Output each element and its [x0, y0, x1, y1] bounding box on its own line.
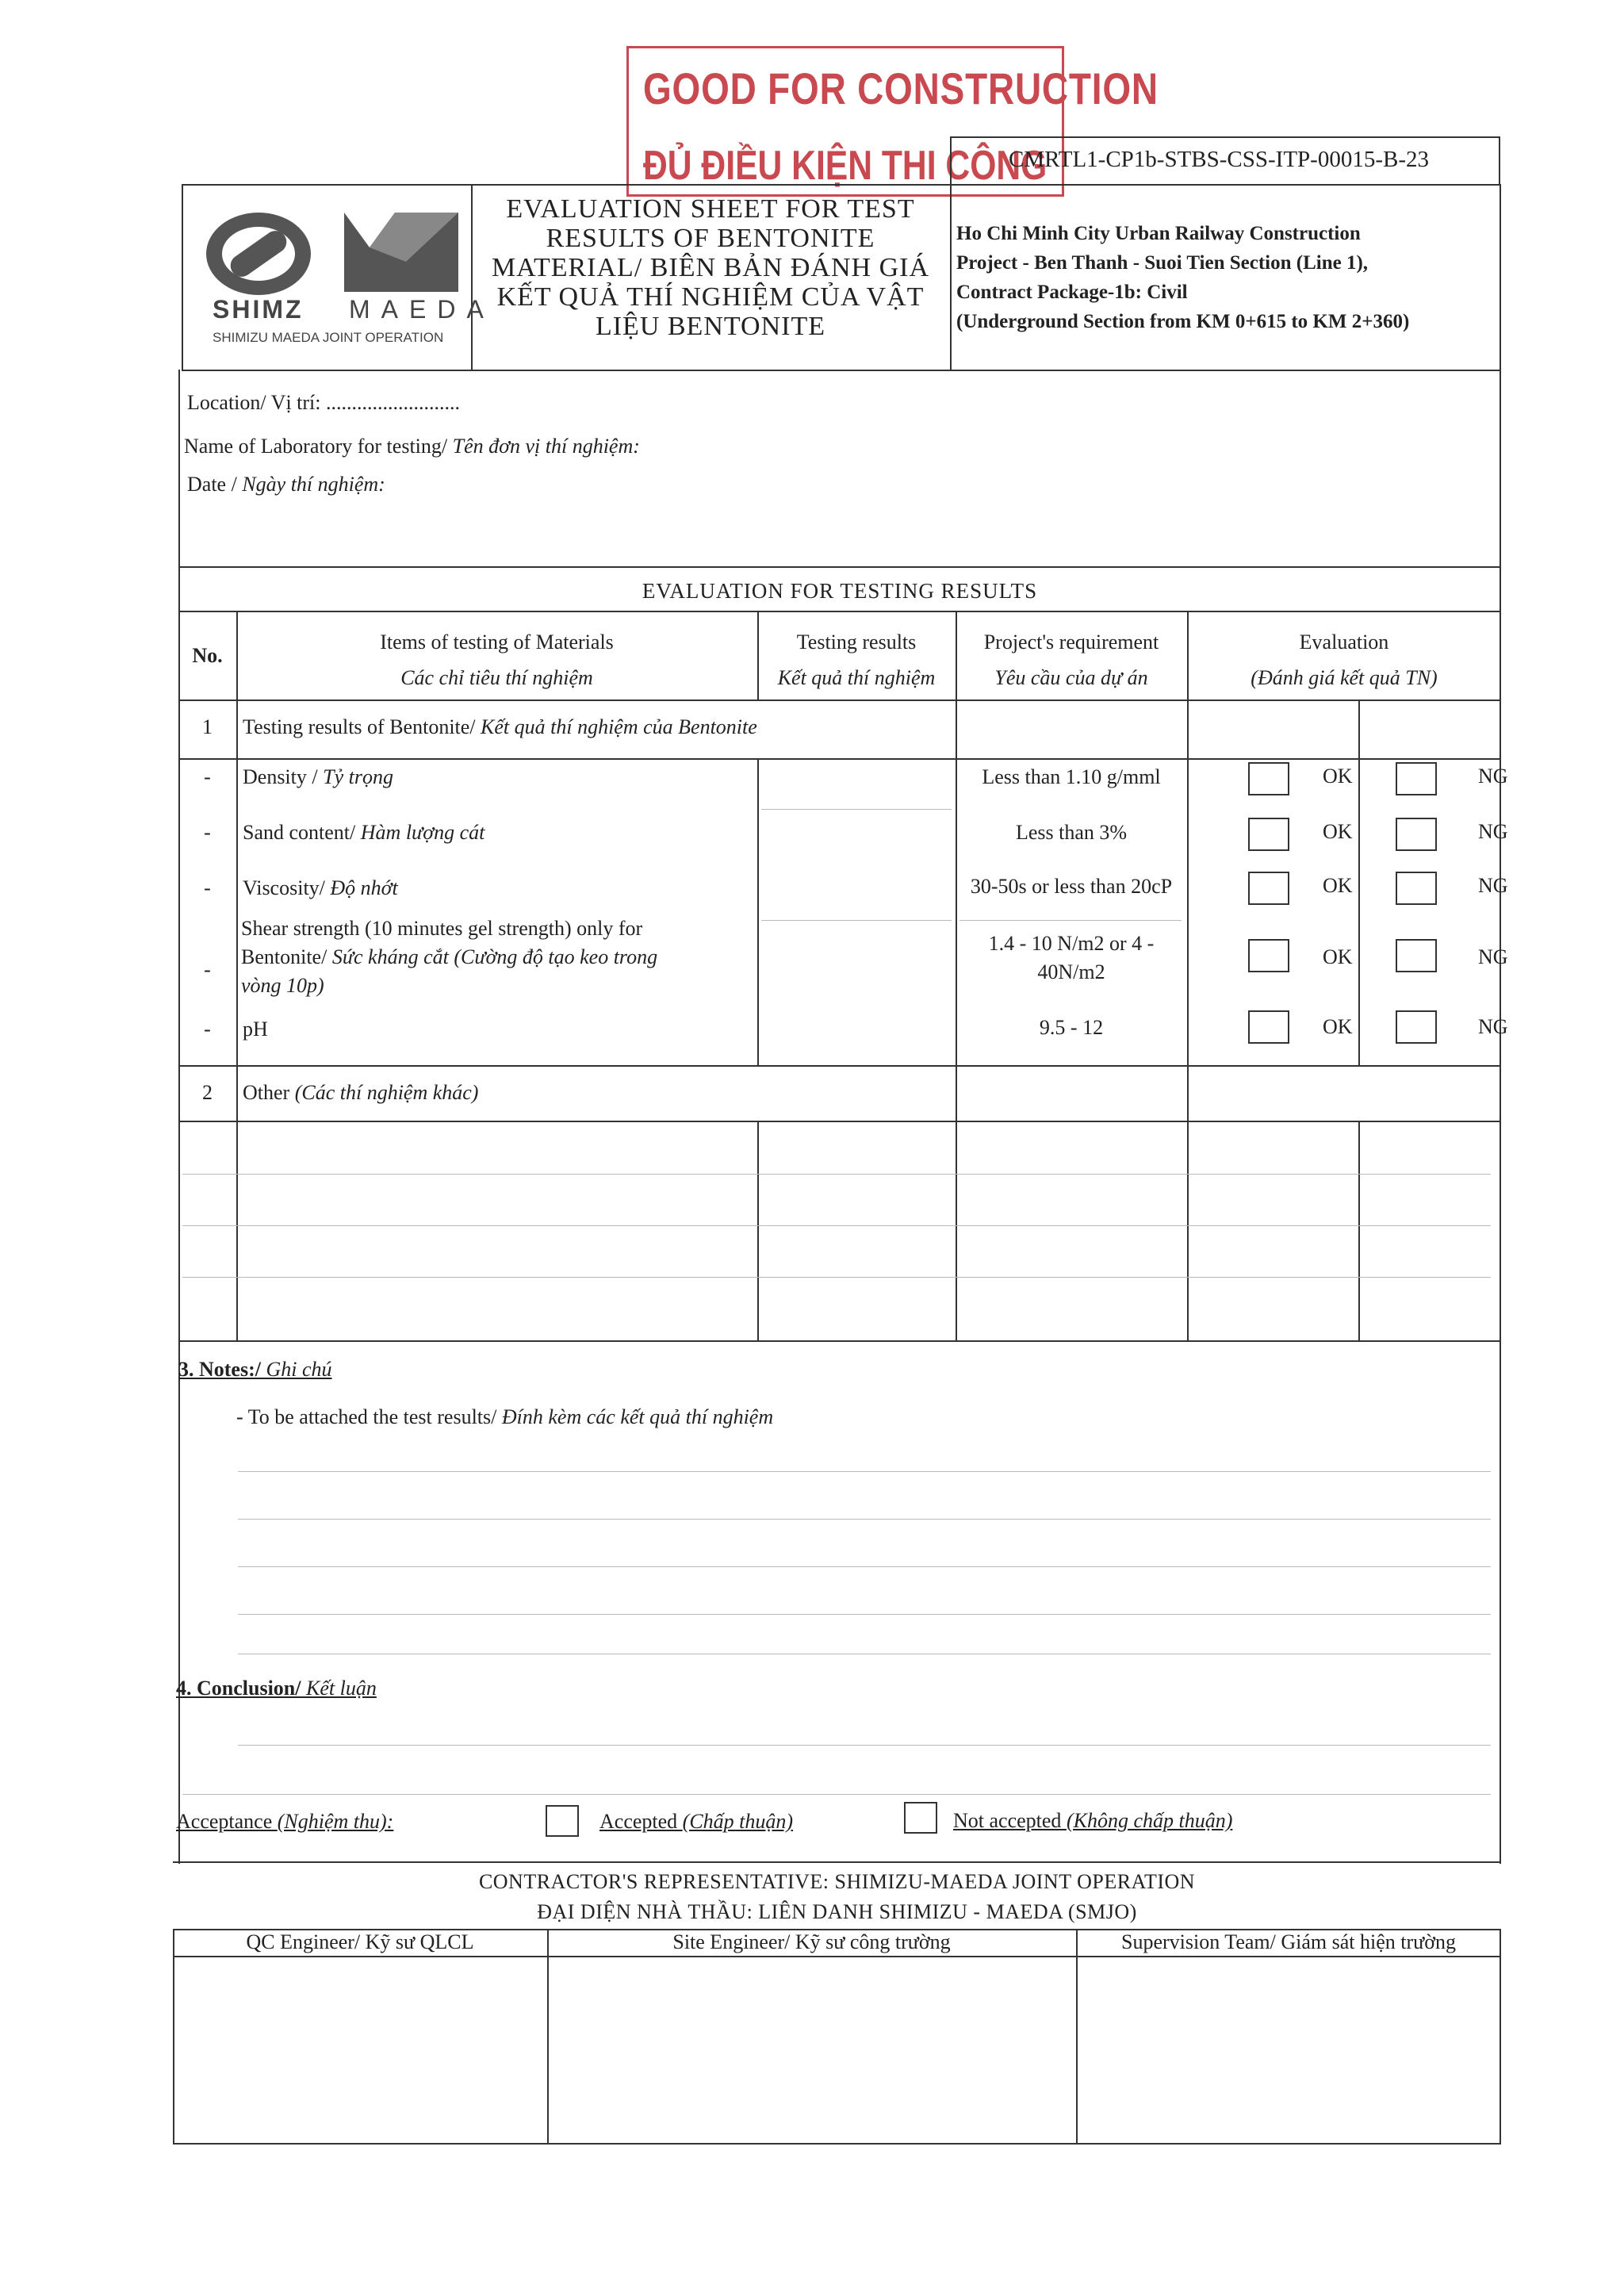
row-viscosity-item-vi: Độ nhớt — [330, 876, 398, 899]
row-viscosity-item — [243, 876, 398, 900]
row-viscosity-item-en: Viscosity/ — [243, 876, 331, 899]
section-title: EVALUATION FOR TESTING RESULTS — [642, 579, 1038, 603]
notes-line-en: - To be attached the test results/ — [236, 1405, 502, 1428]
row-shear-number: - — [204, 958, 211, 981]
accepted-label-vi: (Chấp thuận) — [682, 1810, 794, 1833]
conclusion-title — [176, 1677, 377, 1700]
row-ph-item: pH — [243, 1018, 268, 1041]
group1-label — [243, 715, 757, 739]
row-ph-ok-label: OK — [1323, 1015, 1353, 1038]
header-requirement-vi: Yêu cầu của dự án — [994, 666, 1148, 689]
signature-qc-engineer: QC Engineer/ Kỹ sư QLCL — [246, 1930, 474, 1953]
title-line-4: KẾT QUẢ THÍ NGHIỆM CỦA VẬT — [496, 282, 925, 312]
group1-label-vi: Kết quả thí nghiệm của Bentonite — [481, 715, 757, 738]
title-line-1: EVALUATION SHEET FOR TEST — [506, 194, 915, 224]
company-logo — [193, 198, 495, 357]
group2-label — [243, 1081, 478, 1105]
row-ph-ok-checkbox[interactable] — [1248, 1010, 1289, 1044]
row-density-ok-label: OK — [1323, 765, 1353, 788]
not-accepted-label — [953, 1809, 1232, 1833]
project-line-1: Ho Chi Minh City Urban Railway Construction — [956, 223, 1361, 244]
row-density-requirement: Less than 1.10 g/mml — [982, 765, 1161, 788]
row-density-ng-checkbox[interactable] — [1396, 762, 1437, 795]
date-field — [187, 473, 385, 496]
row-shear-ok-checkbox[interactable] — [1248, 939, 1289, 972]
header-evaluation-vi: (Đánh giá kết quả TN) — [1251, 666, 1438, 689]
row-sand-ok-checkbox[interactable] — [1248, 818, 1289, 851]
header-results-en: Testing results — [796, 631, 917, 654]
project-line-2: Project - Ben Thanh - Suoi Tien Section (Line 1), — [956, 252, 1369, 274]
header-items-vi: Các chỉ tiêu thí nghiệm — [400, 666, 593, 689]
row-shear-item-line-3: vòng 10p) — [241, 974, 324, 997]
row-viscosity-ng-checkbox[interactable] — [1396, 872, 1437, 905]
row-ph-ng-checkbox[interactable] — [1396, 1010, 1437, 1044]
row-shear-requirement-line-2: 40N/m2 — [1037, 960, 1105, 983]
title-line-2: RESULTS OF BENTONITE — [546, 224, 875, 253]
title-line-5: LIỆU BENTONITE — [595, 312, 826, 341]
logo-maeda: MAEDA — [349, 295, 495, 324]
laboratory-field — [184, 435, 640, 458]
conclusion-title-en: 4. Conclusion/ — [176, 1677, 306, 1700]
row-sand-item-vi: Hàm lượng cát — [360, 821, 485, 844]
laboratory-label-en: Name of Laboratory for testing/ — [184, 435, 453, 458]
header-requirement-en: Project's requirement — [983, 631, 1159, 654]
row-sand-ok-label: OK — [1323, 820, 1353, 843]
row-ph-number: - — [204, 1018, 211, 1041]
signature-table — [173, 1929, 1501, 2145]
row-density-item — [243, 765, 393, 789]
date-label-en: Date / — [187, 473, 243, 496]
row-shear-ok-label: OK — [1323, 945, 1353, 968]
signature-supervision-team: Supervision Team/ Giám sát hiện trường — [1121, 1930, 1456, 1953]
accepted-label — [599, 1810, 793, 1834]
row-density-item-en: Density / — [243, 765, 324, 788]
laboratory-label-vi: Tên đơn vị thí nghiệm: — [452, 435, 640, 458]
row-sand-ng-checkbox[interactable] — [1396, 818, 1437, 851]
row-viscosity-number: - — [204, 876, 211, 899]
stamp-line-2: ĐỦ ĐIỀU KIỆN THI CÔNG — [643, 143, 1048, 189]
row-sand-requirement: Less than 3% — [1015, 821, 1128, 844]
acceptance-label-vi: (Nghiệm thu): — [277, 1810, 394, 1833]
logo-caption: SHIMIZU MAEDA JOINT OPERATION — [213, 330, 444, 345]
row-shear-item-line-2-vi: Sức kháng cắt (Cường độ tạo keo trong — [331, 945, 658, 968]
acceptance-label-en: Acceptance — [176, 1810, 278, 1833]
row-shear-ng-checkbox[interactable] — [1396, 939, 1437, 972]
header-evaluation-en: Evaluation — [1299, 631, 1389, 654]
row-shear-item — [241, 914, 657, 1000]
conclusion-title-vi: Kết luận — [306, 1677, 377, 1700]
row-density-ng-label: NG — [1478, 765, 1508, 788]
row-shear-item-line-1: Shear strength (10 minutes gel strength) only for — [241, 917, 643, 940]
not-accepted-checkbox[interactable] — [904, 1802, 937, 1834]
row-shear-requirement-line-1: 1.4 - 10 N/m2 or 4 - — [988, 932, 1155, 955]
logo-shimz: SHIMZ — [213, 295, 304, 324]
row-viscosity-requirement: 30-50s or less than 20cP — [970, 875, 1173, 898]
row-density-item-vi: Tỷ trọng — [323, 765, 393, 788]
notes-title — [178, 1358, 332, 1382]
row-ph-ng-label: NG — [1478, 1015, 1508, 1038]
row-density-ok-checkbox[interactable] — [1248, 762, 1289, 795]
row-sand-number: - — [204, 821, 211, 844]
group2-label-vi: (Các thí nghiệm khác) — [294, 1081, 479, 1104]
row-shear-ng-label: NG — [1478, 945, 1508, 968]
group1-label-en: Testing results of Bentonite/ — [243, 715, 481, 738]
group2-label-en: Other — [243, 1081, 295, 1104]
row-sand-item — [243, 821, 485, 845]
notes-title-en: 3. Notes:/ — [178, 1358, 266, 1381]
row-density-number: - — [204, 765, 211, 788]
group2-number: 2 — [202, 1081, 213, 1104]
location-field: Location/ Vị trí: .......................... — [187, 391, 460, 414]
acceptance-label — [176, 1810, 393, 1834]
project-line-3: Contract Package-1b: Civil — [956, 282, 1188, 303]
not-accepted-label-vi: (Không chấp thuận) — [1066, 1809, 1233, 1832]
row-viscosity-ok-checkbox[interactable] — [1248, 872, 1289, 905]
header-results-vi: Kết quả thí nghiệm — [777, 666, 936, 689]
accepted-checkbox[interactable] — [546, 1805, 579, 1837]
notes-line — [236, 1405, 773, 1429]
accepted-label-en: Accepted — [599, 1810, 683, 1833]
document-title — [473, 194, 948, 341]
stamp-line-1: GOOD FOR CONSTRUCTION — [643, 63, 1159, 113]
title-line-3: MATERIAL/ BIÊN BẢN ĐÁNH GIÁ — [491, 253, 930, 282]
signature-site-engineer: Site Engineer/ Kỹ sư công trường — [672, 1930, 951, 1953]
row-shear-requirement — [956, 930, 1187, 987]
row-viscosity-ng-label: NG — [1478, 874, 1508, 897]
row-ph-requirement: 9.5 - 12 — [1039, 1016, 1104, 1039]
project-info — [956, 219, 1409, 336]
header-items-en: Items of testing of Materials — [380, 631, 614, 654]
group1-number: 1 — [202, 715, 213, 738]
notes-title-vi: Ghi chú — [266, 1358, 332, 1381]
row-sand-ng-label: NG — [1478, 820, 1508, 843]
project-line-4: (Underground Section from KM 0+615 to KM 2+360) — [956, 311, 1410, 332]
header-no: No. — [192, 644, 223, 667]
row-sand-item-en: Sand content/ — [243, 821, 361, 844]
contractor-line-1: CONTRACTOR'S REPRESENTATIVE: SHIMIZU-MAEDA JOINT OPERATION — [478, 1870, 1196, 1893]
date-label-vi: Ngày thí nghiệm: — [242, 473, 385, 496]
not-accepted-label-en: Not accepted — [953, 1809, 1067, 1832]
row-shear-item-line-2-en: Bentonite/ — [241, 945, 332, 968]
contractor-line-2: ĐẠI DIỆN NHÀ THẦU: LIÊN DANH SHIMIZU - MAEDA (SMJO) — [537, 1900, 1137, 1923]
row-viscosity-ok-label: OK — [1323, 874, 1353, 897]
notes-line-vi: Đính kèm các kết quả thí nghiệm — [501, 1405, 774, 1428]
doc-code: CMRTL1-CP1b-STBS-CSS-ITP-00015-B-23 — [1009, 147, 1429, 172]
